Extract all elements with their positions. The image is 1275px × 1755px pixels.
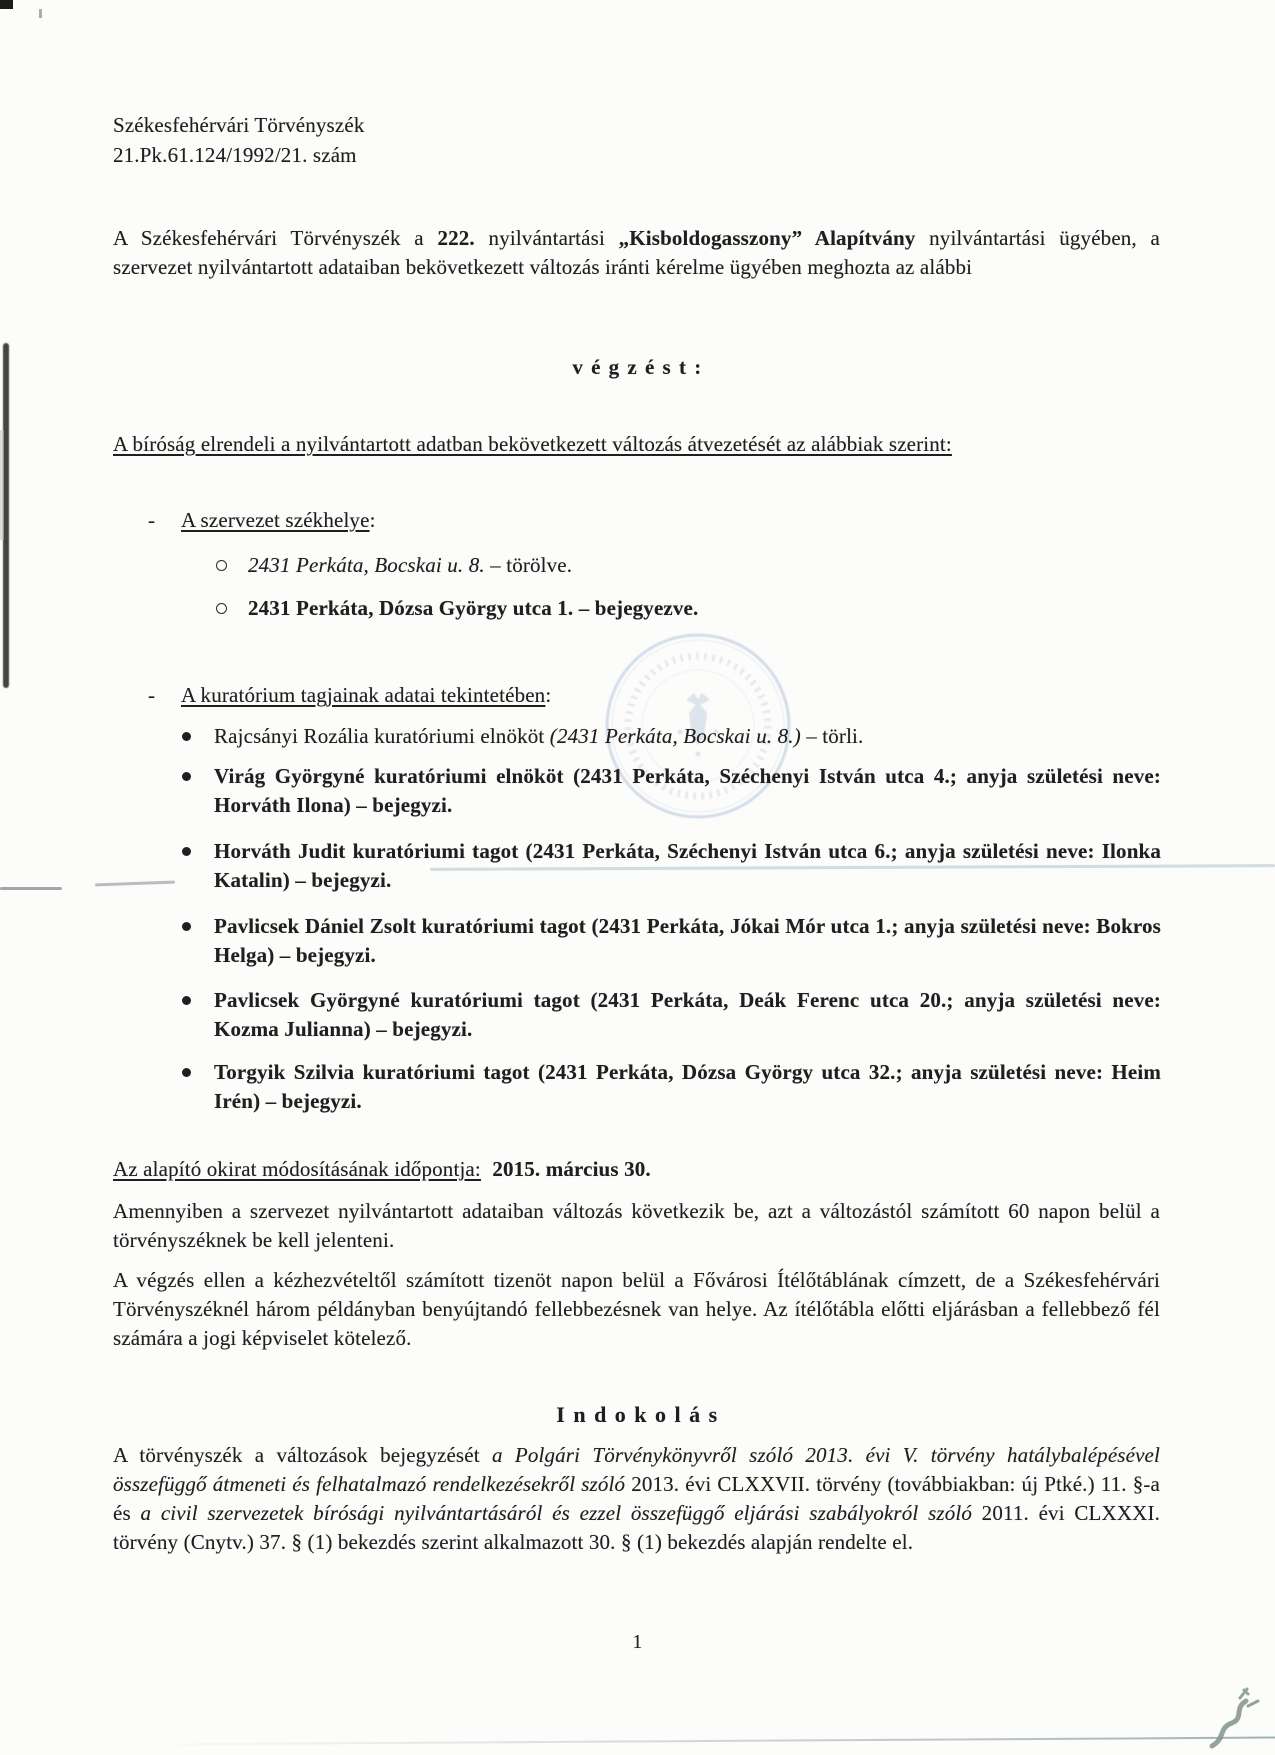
scan-corner-mark (0, 0, 13, 9)
board-item (182, 837, 1161, 895)
disc-bullet (182, 996, 191, 1005)
seat-item-deleted (216, 551, 1146, 580)
disc-bullet (182, 847, 191, 856)
reasoning-paragraph: A törvényszék a változások bejegyzését a Polgári Törvénykönyvről szóló 2013. évi V. törvény hatálybalépésével összefüggő átmeneti és felhatalmazó rendelkezésekről szóló 2013. évi CLXXVII. törvény (továbbiakban: új Ptké.) 11. §-a és a civil szervezetek bírósági nyilvántartásáról és ezzel összefüggő eljárási szabályokról szóló 2011. évi CLXXXI. törvény (Cnytv.) 37. § (1) bekezdés szerint alkalmazott 30. § (1) bekezdés alapján rendelte el. (113, 1443, 1161, 1554)
fold-crease-left-mark-2 (95, 881, 175, 887)
board-item-text: Rajcsányi Rozália kuratóriumi elnököt (2431 Perkáta, Bocskai u. 8.) – törli. (214, 724, 864, 748)
circle-bullet (216, 560, 227, 571)
section-seat-title: A szervezet székhelye (181, 508, 370, 532)
board-item-text: Horváth Judit kuratóriumi tagot (2431 Perkáta, Széchenyi István utca 6.; anyja születési neve: Ilonka Katalin) – bejegyzi. (214, 839, 1161, 892)
scan-left-edge-faint (0, 430, 4, 540)
disc-bullet (182, 772, 191, 781)
intro-paragraph: A Székesfehérvári Törvényszék a 222. nyilvántartási „Kisboldogasszony” Alapítvány nyilvántartási ügyében, a szervezet nyilvántartott adataiban bekövetkezett változás iránti kérelme ügyében meghozta az alábbi (113, 226, 1161, 279)
board-item (182, 912, 1161, 970)
board-item-text: Torgyik Szilvia kuratóriumi tagot (2431 Perkáta, Dózsa György utca 32.; anyja születési neve: Heim Irén) – bejegyzi. (214, 1060, 1161, 1113)
scan-left-edge-strip (3, 343, 9, 688)
amendment-label: Az alapító okirat módosításának időpontja (113, 1157, 475, 1181)
dash-bullet: - (148, 683, 156, 707)
disc-bullet (182, 922, 191, 931)
board-item (182, 1058, 1161, 1116)
board-item-text: Virág Györgyné kuratóriumi elnököt (2431 Perkáta, Széchenyi István utca 4.; anyja születési neve: Horváth Ilona) – bejegyzi. (214, 764, 1161, 817)
order-heading-text: A bíróság elrendeli a nyilvántartott adatban bekövetkezett változás átvezetését az alábbiak szerint: (113, 432, 952, 456)
dash-bullet: - (148, 508, 156, 532)
order-heading (113, 430, 1160, 459)
pen-squiggle-mark (1198, 1680, 1268, 1752)
disc-bullet (182, 1068, 191, 1077)
verdict-heading: v é g z é s t : (572, 355, 703, 379)
court-name: Székesfehérvári Törvényszék (113, 113, 365, 137)
case-number: 21.Pk.61.124/1992/21. szám (113, 143, 357, 167)
board-item-text: Pavlicsek Györgyné kuratóriumi tagot (2431 Perkáta, Deák Ferenc utca 20.; anyja születési neve: Kozma Julianna) – bejegyzi. (214, 988, 1161, 1041)
scan-bottom-edge-line (140, 1737, 1275, 1746)
amendment-value: 2015. március 30. (492, 1157, 651, 1181)
amendment-colon: : (474, 1157, 481, 1181)
amendment-date-line (113, 1155, 1160, 1184)
document-header (113, 110, 364, 170)
section-board-colon: : (545, 683, 552, 707)
notice-paragraph: Amennyiben a szervezet nyilvántartott adataiban változás következik be, azt a változástól számított 60 napon belül a törvényszéknek be kell jelenteni. (113, 1199, 1160, 1252)
section-board-title: A kuratórium tagjainak adatai tekintetében (181, 683, 546, 707)
page-number: 1 (632, 1631, 643, 1653)
board-item (182, 762, 1161, 820)
board-item-text: Pavlicsek Dániel Zsolt kuratóriumi tagot (2431 Perkáta, Jókai Mór utca 1.; anyja születési neve: Bokros Helga) – bejegyzi. (214, 914, 1161, 967)
scan-corner-dot (39, 9, 42, 18)
appeal-paragraph: A végzés ellen a kézhezvételtől számított tizenöt napon belül a Fővárosi Ítélőtáblának címzett, de a Székesfehérvári Törvényszéknél három példányban benyújtandó fellebbezésnek van helye. Az ítélőtábla előtti eljárásban a fellebbező fél számára a jogi képviselet kötelező. (113, 1268, 1160, 1350)
section-board-heading (148, 681, 551, 710)
disc-bullet (182, 732, 191, 741)
seat-item-registered-text: 2431 Perkáta, Dózsa György utca 1. – bejegyezve. (248, 596, 699, 620)
board-item (182, 722, 1161, 751)
seat-item-deleted-text: 2431 Perkáta, Bocskai u. 8. – törölve. (248, 553, 573, 577)
reasoning-heading: I n d o k o l á s (556, 1402, 719, 1427)
circle-bullet (216, 603, 227, 614)
section-seat-colon: : (369, 508, 376, 532)
seat-item-registered (216, 594, 1146, 623)
section-seat-heading (148, 506, 376, 535)
fold-crease-left-mark-1 (0, 887, 62, 890)
board-item (182, 986, 1161, 1044)
